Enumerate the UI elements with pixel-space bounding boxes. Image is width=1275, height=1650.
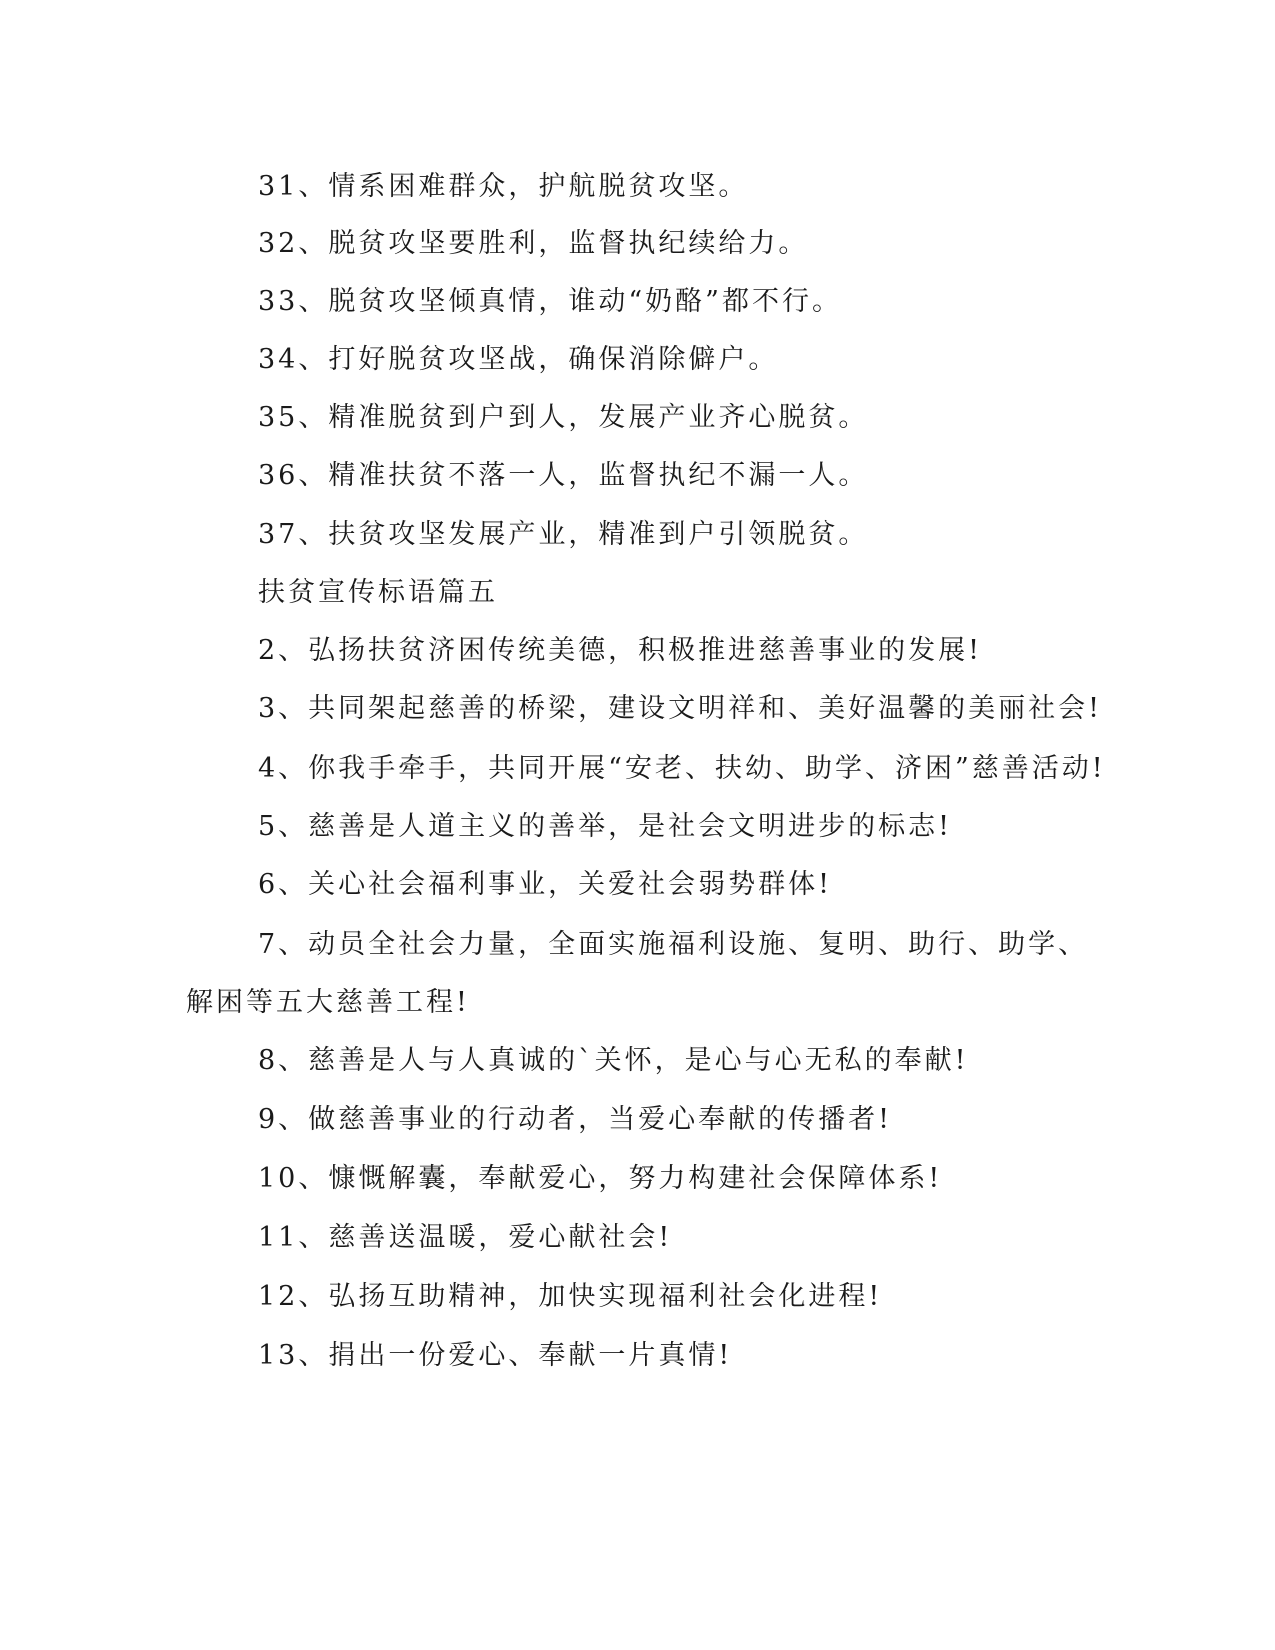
slogan-34: 34、打好脱贫攻坚战，确保消除僻户。: [258, 344, 779, 375]
slogan-33: 33、脱贫攻坚倾真情，谁动“奶酪”都不行。: [258, 286, 842, 317]
slogan-31: 31、情系困难群众，护航脱贫攻坚。: [258, 171, 749, 202]
slogan-10: 10、慷慨解囊，奉献爱心，努力构建社会保障体系!: [258, 1163, 943, 1194]
section-heading: 扶贫宣传标语篇五: [258, 577, 498, 608]
slogan-11: 11、慈善送温暖，爱心献社会!: [258, 1222, 673, 1253]
slogan-9: 9、做慈善事业的行动者，当爱心奉献的传播者!: [258, 1104, 893, 1135]
slogan-6: 6、关心社会福利事业，关爱社会弱势群体!: [258, 869, 833, 900]
slogan-3: 3、共同架起慈善的桥梁，建设文明祥和、美好温馨的美丽社会!: [258, 693, 1103, 724]
slogan-32: 32、脱贫攻坚要胜利，监督执纪续给力。: [258, 228, 809, 259]
slogan-5: 5、慈善是人道主义的善举，是社会文明进步的标志!: [258, 811, 953, 842]
slogan-8: 8、慈善是人与人真诚的`关怀，是心与心无私的奉献!: [258, 1045, 969, 1076]
slogan-13: 13、捐出一份爱心、奉献一片真情!: [258, 1340, 733, 1371]
slogan-36: 36、精准扶贫不落一人，监督执纪不漏一人。: [258, 460, 869, 491]
slogan-4: 4、你我手牵手，共同开展“安老、扶幼、助学、济困”慈善活动!: [258, 753, 1106, 784]
slogan-7: 7、动员全社会力量，全面实施福利设施、复明、助行、助学、: [258, 929, 1089, 960]
slogan-35: 35、精准脱贫到户到人，发展产业齐心脱贫。: [258, 402, 869, 433]
slogan-37: 37、扶贫攻坚发展产业，精准到户引领脱贫。: [258, 519, 869, 550]
slogan-7-continuation: 解困等五大慈善工程!: [186, 987, 470, 1018]
slogan-12: 12、弘扬互助精神，加快实现福利社会化进程!: [258, 1281, 883, 1312]
slogan-2: 2、弘扬扶贫济困传统美德，积极推进慈善事业的发展!: [258, 635, 983, 666]
